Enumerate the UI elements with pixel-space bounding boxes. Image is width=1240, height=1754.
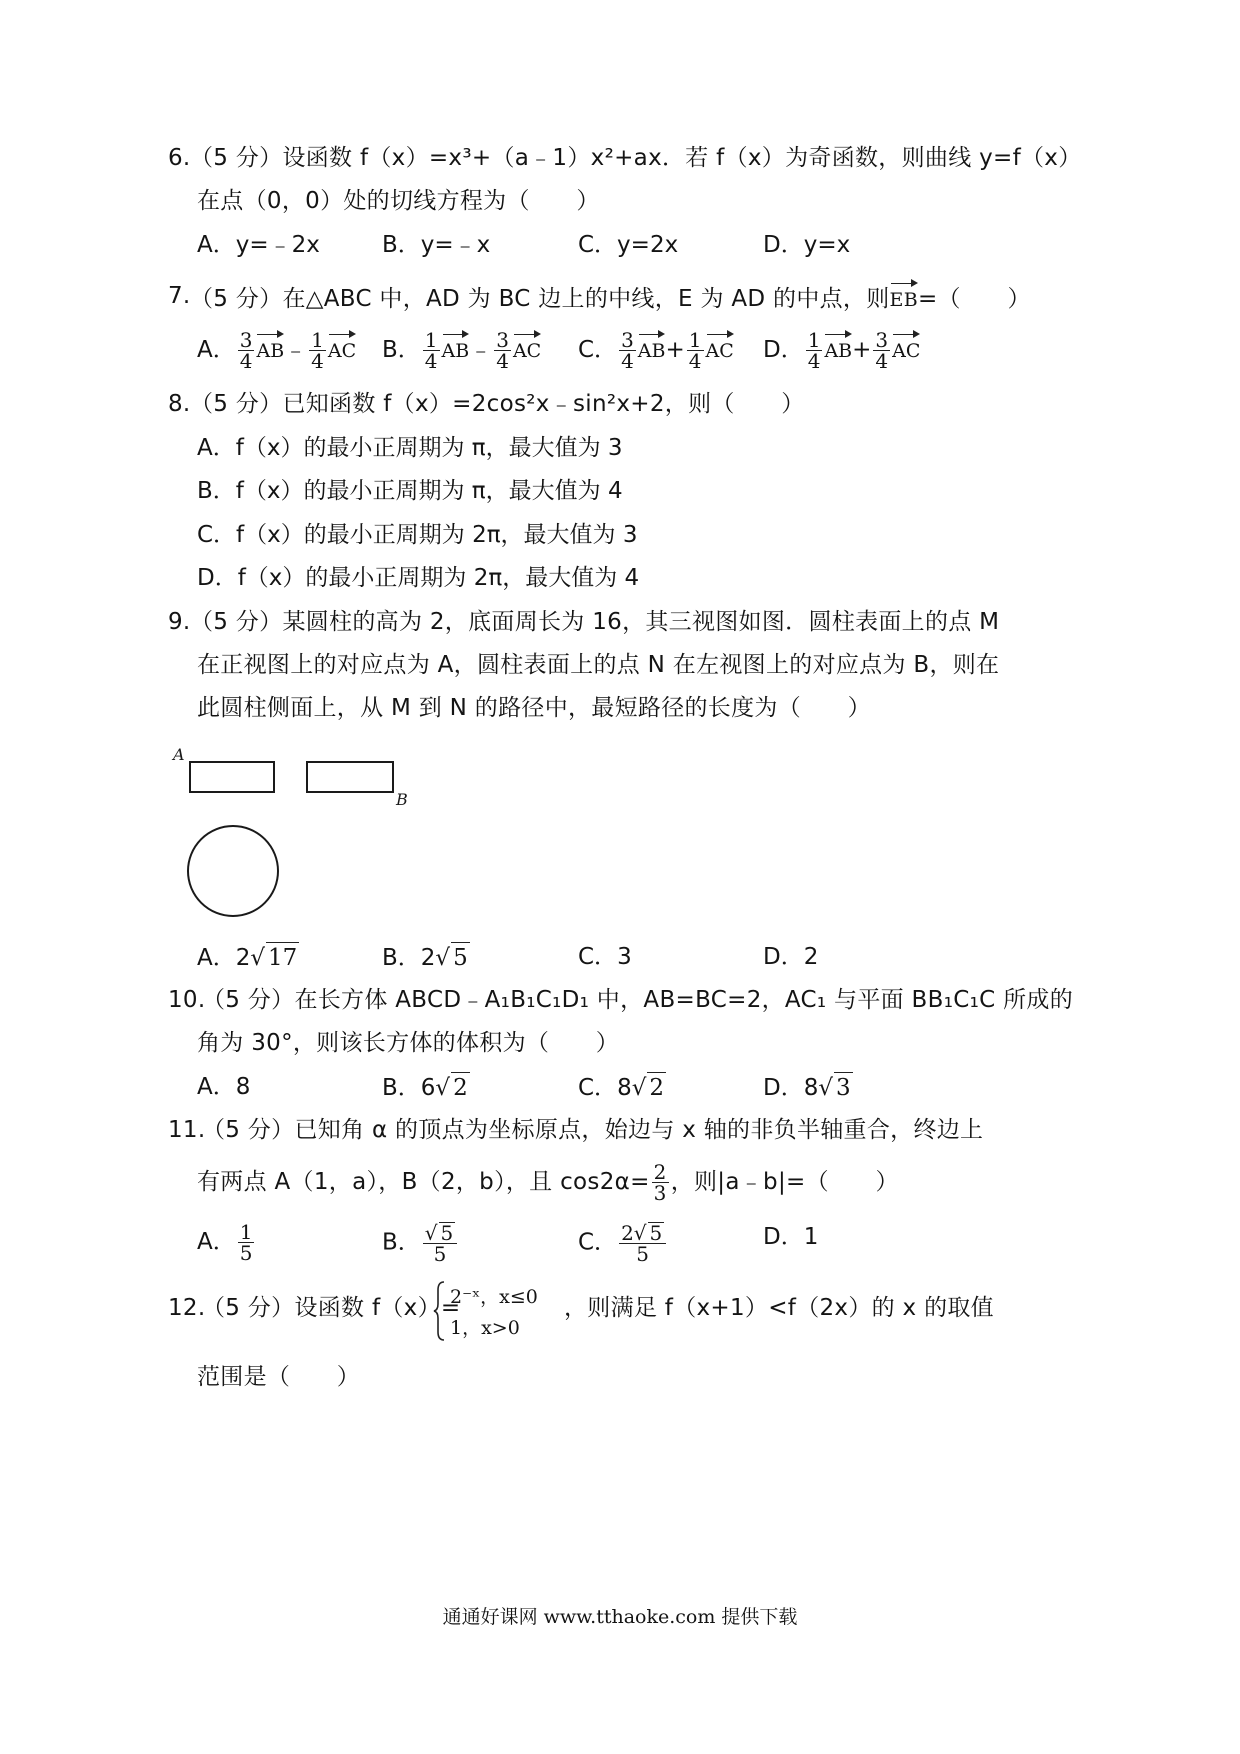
q10-option-c: C．8√ 2	[578, 1072, 666, 1103]
q7-stem-tail: =（ ）	[917, 286, 1031, 312]
left-brace-icon	[433, 1280, 447, 1342]
radicand: 5	[440, 1221, 454, 1245]
q11-fraction	[652, 1162, 669, 1203]
q7-vector-ab: AB	[256, 332, 284, 366]
option-fraction	[238, 1222, 255, 1263]
q10-stem-line1: （5 分）在长方体 ABCD﹣A₁B₁C₁D₁ 中，AB=BC=2，AC₁ 与平面 BB₁C₁C 所成的	[202, 987, 1073, 1013]
q12-piecewise	[433, 1280, 568, 1342]
q11-stem-line2: 有两点 A（1，a），B（2，b），且 cos2α=	[197, 1169, 650, 1195]
q9-option-a: A．2√ 17	[197, 942, 299, 973]
option-label: B．	[382, 1075, 421, 1101]
q7-vector-eb: EB	[890, 281, 918, 315]
fraction-denominator: 4	[807, 349, 821, 373]
option-label: C．	[578, 1229, 618, 1256]
q7-operator: ﹣	[284, 337, 308, 363]
option-label: A．	[197, 945, 236, 971]
fraction-denominator: 5	[239, 1241, 253, 1265]
q9-line2: 在正视图上的对应点为 A，圆柱表面上的点 N 在左视图上的对应点为 B，则在	[197, 652, 1000, 678]
q7-operator: +	[852, 337, 872, 363]
fraction-denominator: 3	[653, 1181, 667, 1205]
q8-option-a: A．f（x）的最小正周期为 π，最大值为 3	[197, 435, 623, 461]
q12-stem-tail: ，则满足 f（x+1）<f（2x）的 x 的取值	[564, 1295, 994, 1321]
fraction-denominator: 4	[239, 349, 253, 373]
q7-operator: ﹣	[469, 337, 493, 363]
q8-option-d: D．f（x）的最小正周期为 2π，最大值为 4	[197, 565, 640, 591]
fraction-numerator: 3	[621, 328, 634, 352]
q7-operator: +	[665, 337, 685, 363]
q12-stem: （5 分）设函数 f（x）=	[202, 1295, 461, 1321]
point-a-label: A	[173, 745, 185, 764]
q8-option-c: C．f（x）的最小正周期为 2π，最大值为 3	[197, 522, 638, 548]
q7-option-label: B．	[382, 337, 421, 363]
fraction-denominator: 4	[621, 349, 634, 373]
radicand: 2	[647, 1072, 666, 1103]
q6-option-b: B．y=﹣x	[382, 232, 491, 258]
q11-number: 11.	[168, 1117, 206, 1143]
q7-stem-text: （5 分）在△ABC 中，AD 为 BC 边上的中线，E 为 AD 的中点，则	[190, 286, 890, 312]
option-label: C．	[578, 1075, 618, 1101]
option-label: C．	[578, 944, 618, 970]
fraction-denominator: 4	[496, 349, 509, 373]
q6-number: 6.	[168, 145, 191, 171]
q6-option-d: D．y=x	[763, 232, 851, 258]
front-view-rectangle	[190, 762, 274, 792]
q12-number: 12.	[168, 1295, 206, 1321]
option-label: D．	[763, 1224, 804, 1250]
option-value: 8	[235, 1074, 251, 1100]
q11-option-c	[578, 1222, 668, 1264]
q12-case-2: 1，x>0	[450, 1317, 520, 1339]
q7-vector-ac: AC	[706, 332, 734, 366]
q9-stem-line1: （5 分）某圆柱的高为 2，底面周长为 16，其三视图如图．圆柱表面上的点 M	[190, 609, 1000, 635]
radicand: 2	[451, 1072, 470, 1103]
q12-case-1: 2⁻ˣ，x≤0	[450, 1286, 538, 1308]
fraction-numerator: 1	[239, 1220, 253, 1244]
top-view-circle	[188, 826, 278, 916]
fraction-numerator: 2√ 5	[619, 1222, 666, 1244]
q9-number: 9.	[168, 609, 191, 635]
q10-line2: 角为 30°，则该长方体的体积为（ ）	[197, 1030, 620, 1056]
q7-vector-ab: AB	[824, 332, 852, 366]
fraction-denominator: 5	[433, 1242, 447, 1266]
q6-stem-line1: （5 分）设函数 f（x）=x³+（a﹣1）x²+ax．若 f（x）为奇函数，则曲线 y=f（x）	[190, 145, 1082, 171]
radicand: 5	[649, 1221, 663, 1245]
q6-option-a: A．y=﹣2x	[197, 232, 320, 258]
option-label: D．	[763, 1075, 804, 1101]
radicand: 3	[834, 1072, 853, 1103]
q8-number: 8.	[168, 391, 191, 417]
fraction-numerator: 1	[311, 328, 324, 352]
q11-option-b	[382, 1222, 459, 1264]
q7-vector-ab: AB	[638, 332, 666, 366]
option-value: 3	[617, 944, 632, 970]
q7-number: 7.	[168, 283, 191, 309]
fraction-numerator: 3	[239, 328, 253, 352]
option-label: B．	[382, 945, 421, 971]
q9-option-c	[578, 942, 632, 972]
fraction-denominator: 4	[688, 349, 702, 373]
q7-vector-ac: AC	[513, 332, 541, 366]
q10-option-a	[197, 1072, 250, 1102]
radicand: 17	[266, 942, 299, 973]
q8-stem: （5 分）已知函数 f（x）=2cos²x﹣sin²x+2，则（ ）	[190, 391, 805, 417]
fraction-denominator: 4	[424, 349, 438, 373]
q11-line2	[197, 1162, 899, 1203]
q7-vector-ab: AB	[442, 332, 470, 366]
q11-stem-line1: （5 分）已知角 α 的顶点为坐标原点，始边与 x 轴的非负半轴重合，终边上	[202, 1117, 984, 1143]
coefficient: 8	[617, 1075, 632, 1101]
fraction-numerator: 1	[424, 328, 438, 352]
option-value: 1	[803, 1224, 819, 1250]
fraction-denominator: 4	[875, 349, 889, 373]
coefficient: 6	[420, 1075, 436, 1101]
option-value: 2	[803, 944, 819, 970]
q10-option-b: B．6√ 2	[382, 1072, 470, 1103]
q7-vector-ac: AC	[328, 332, 356, 366]
q11-option-d	[763, 1222, 818, 1252]
q8-option-b: B．f（x）的最小正周期为 π，最大值为 4	[197, 478, 623, 504]
fraction-numerator: 2	[653, 1160, 667, 1184]
q11-option-a	[197, 1222, 256, 1263]
fraction-numerator: 3	[875, 328, 889, 352]
q7-vector-ac: AC	[892, 332, 920, 366]
option-label: A．	[197, 1074, 236, 1100]
q11-stem-tail: ，则|a﹣b|=（ ）	[670, 1169, 899, 1195]
q6-option-c: C．y=2x	[578, 232, 679, 258]
q6-line2: 在点（0，0）处的切线方程为（ ）	[197, 188, 600, 214]
option-label: A．	[197, 1229, 236, 1255]
point-b-label: B	[396, 790, 408, 809]
fraction-numerator: 3	[496, 328, 509, 352]
fraction-denominator: 5	[636, 1242, 650, 1266]
q12-line2: 范围是（ ）	[197, 1364, 361, 1390]
page-footer: 通通好课网 www.tthaoke.com 提供下载	[442, 1606, 798, 1628]
radicand: 5	[451, 942, 470, 973]
coefficient: 2	[621, 1221, 634, 1245]
q9-line3: 此圆柱侧面上，从 M 到 N 的路径中，最短路径的长度为（ ）	[197, 695, 871, 721]
fraction-numerator: 1	[688, 328, 702, 352]
side-view-rectangle	[307, 762, 393, 792]
q7-option-label: C．	[578, 337, 618, 363]
q10-option-d: D．8√ 3	[763, 1072, 853, 1103]
fraction-numerator: √ 5	[423, 1222, 457, 1244]
option-label: B．	[382, 1229, 421, 1256]
coefficient: 2	[235, 945, 251, 971]
option-fraction	[423, 1222, 457, 1264]
fraction-numerator: 1	[807, 328, 821, 352]
coefficient: 8	[803, 1075, 819, 1101]
q10-number: 10.	[168, 987, 206, 1013]
q7-option-label: D．	[763, 337, 804, 363]
q9-option-b: B．2√ 5	[382, 942, 470, 973]
q7-option-label: A．	[197, 337, 236, 363]
coefficient: 2	[420, 945, 436, 971]
q9-option-d	[763, 942, 818, 972]
fraction-denominator: 4	[311, 349, 324, 373]
option-label: D．	[763, 944, 804, 970]
option-fraction	[619, 1222, 666, 1264]
